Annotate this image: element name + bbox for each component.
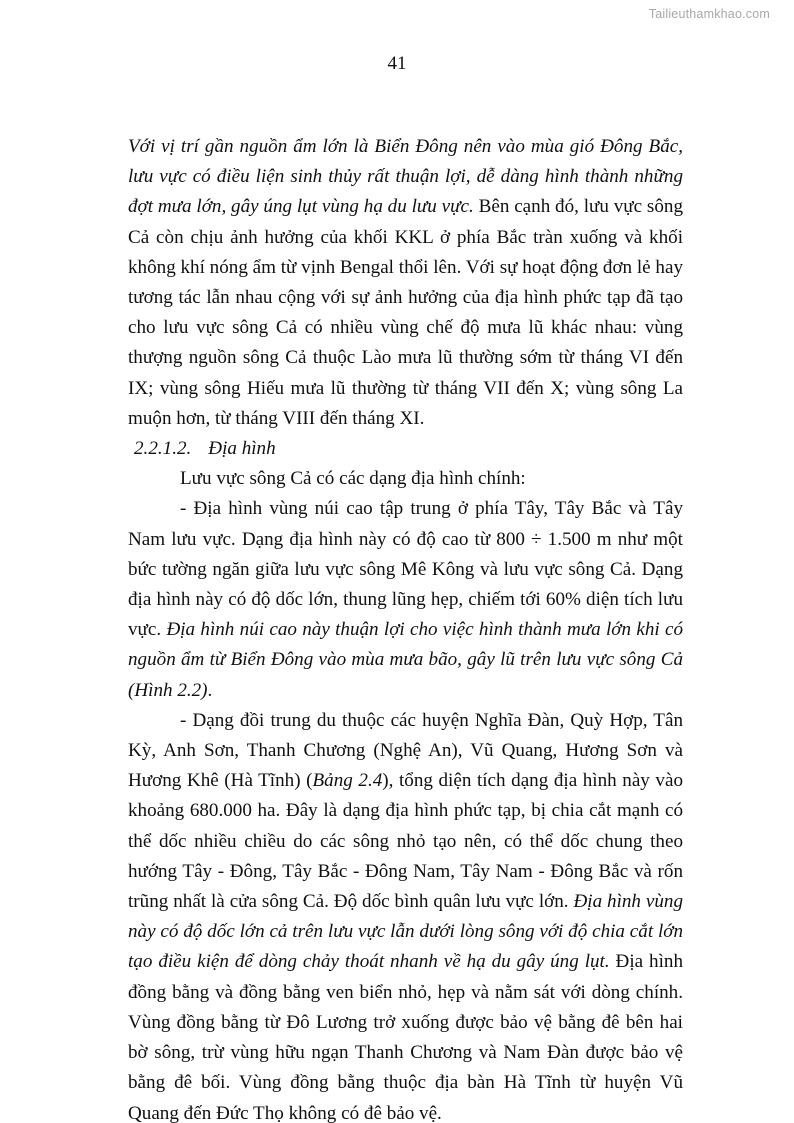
paragraph-mountain-part-2: . (207, 679, 213, 701)
paragraph-intro (128, 132, 683, 434)
paragraph-mountain-part-1: - Địa hình vùng núi cao tập trung ở phía Tây, Tây Bắc và Tây Nam lưu vực. Dạng địa hình này có độ cao từ 800 ÷ 1.500 m như một bức tường ngăn giữa lưu vực sông Mê Kông và lưu vực sông Cả. Dạng địa hình này có độ dốc lớn, thung lũng hẹp, chiếm tới 60% diện tích lưu vực. (128, 498, 683, 641)
paragraph-midland-part-2: ), tổng diện tích dạng địa hình này vào khoảng 680.000 ha. Đây là dạng địa hình phức tạp, bị chia cắt mạnh có thể dốc nhiều chiều do các sông nhỏ tạo nên, có thể dốc chung theo hướng Tây - Đông, Tây Bắc - Đông Nam, Tây Nam - Đông Bắc và rốn trũng nhất là cửa sông Cả. Độ dốc bình quân lưu vực lớn. (128, 770, 683, 913)
paragraph-intro-rest: Bên cạnh đó, lưu vực sông Cả còn chịu ảnh hưởng của khối KKL ở phía Bắc tràn xuống và khối không khí nóng ẩm từ vịnh Bengal thổi lên. Với sự hoạt động đơn lẻ hay tương tác lẫn nhau cộng với sự ảnh hưởng của địa hình phức tạp đã tạo cho lưu vực sông Cả có nhiều vùng chế độ mưa lũ khác nhau: vùng thượng nguồn sông Cả thuộc Lào mưa lũ thường sớm từ tháng VI đến IX; vùng sông Hiếu mưa lũ thường từ tháng VII đến X; vùng sông La muộn hơn, từ tháng VIII đến tháng XI. (128, 196, 683, 429)
section-heading-title: Địa hình (208, 438, 276, 460)
paragraph-mountain-italic: Địa hình núi cao này thuận lợi cho việc hình thành mưa lớn khi có nguồn ẩm từ Biển Đông vào mùa mưa bão, gây lũ trên lưu vực sông Cả (Hình 2.2) (128, 619, 683, 701)
paragraph-midland-italic-slope: Địa hình vùng này có độ dốc lớn cả trên lưu vực lẫn dưới lòng sông với độ chia cắt lớn tạo điều kiện để dòng chảy thoát nhanh về hạ du gây úng lụt. (128, 891, 684, 973)
paragraph-midland-part-3: Địa hình đồng bằng và đồng bằng ven biển nhỏ, hẹp và nằm sát với dòng chính. Vùng đồng bằng từ Đô Lương trở xuống được bảo vệ bằng đê bên hai bờ sông, trừ vùng hữu ngạn Thanh Chương và Nam Đàn được bảo vệ bằng đê bối. Vùng đồng bằng thuộc địa bàn Hà Tĩnh từ huyện Vũ Quang đến Đức Thọ không có đê bảo vệ. (128, 951, 683, 1123)
paragraph-midland-part-1: - Dạng đồi trung du thuộc các huyện Nghĩa Đàn, Quỳ Hợp, Tân Kỳ, Anh Sơn, Thanh Chương (Nghệ An), Vũ Quang, Hương Sơn và Hương Khê (Hà Tĩnh) ( (128, 709, 683, 792)
paragraph-terrain-types: Lưu vực sông Cả có các dạng địa hình chính: (180, 468, 526, 490)
page-number: 41 (387, 53, 407, 74)
site-watermark: Tailieuthamkhao.com (648, 7, 770, 21)
page-content (128, 132, 683, 1123)
paragraph-midland-hills (128, 706, 683, 1123)
paragraph-midland-table-ref: Bảng 2.4 (312, 770, 383, 792)
paragraph-intro-italic-lead: Với vị trí gần nguồn ẩm lớn là Biển Đông nên vào mùa gió Đông Bắc, lưu vực có điều liện sinh thủy rất thuận lợi, dễ dàng hình thành những đợt mưa lớn, gây úng lụt vùng hạ du lưu vực. (128, 136, 683, 218)
paragraph-mountain-terrain (128, 494, 683, 705)
section-heading-number: 2.2.1.2. (134, 438, 192, 460)
section-heading (128, 434, 683, 464)
